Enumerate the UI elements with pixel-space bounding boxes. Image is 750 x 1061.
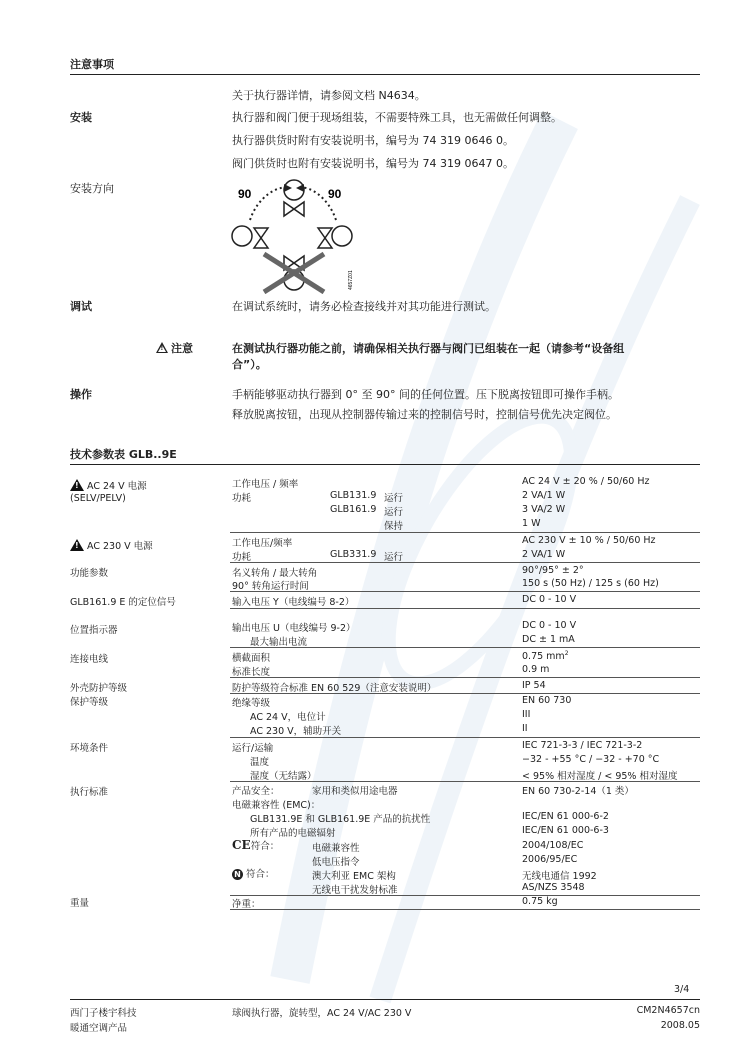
angle-left-label: 90 — [238, 187, 252, 201]
c-tick-conformity: N 符合： — [232, 866, 275, 880]
emc-label: 电磁兼容性 (EMC)： — [232, 800, 321, 811]
footer-division: 暖通空调产品 — [70, 1023, 128, 1034]
ce-mark-icon: CE — [232, 838, 251, 852]
orientation-label: 安装方向 — [70, 182, 114, 195]
environment-r1-value: IEC 721-3-3 / IEC 721-3-2 — [522, 740, 643, 751]
protection-r1-value: EN 60 730 — [522, 695, 572, 706]
ac24-row-state: 运行 — [384, 493, 404, 504]
ct-r2-value: AS/NZS 3548 — [522, 882, 585, 893]
figure-code: 4657Z01 — [348, 270, 354, 290]
function-r1-value: 90°/95° ± 2° — [522, 565, 584, 576]
divider — [70, 999, 700, 1000]
ac24-row-state: 运行 — [384, 507, 404, 518]
row-divider — [230, 562, 700, 563]
ce-r1-value: 2004/108/EC — [522, 840, 584, 851]
caution-line-2: 合”）。 — [232, 358, 267, 371]
row-divider — [230, 909, 700, 910]
warning-icon — [70, 539, 84, 551]
ac24-row-state: 保持 — [384, 521, 404, 532]
environment-r2-label: 温度 — [250, 757, 270, 768]
safety-label: 产品安全： — [232, 786, 280, 797]
row-divider — [230, 532, 700, 533]
protection-label: 保护等级 — [70, 697, 109, 708]
ce-conformity: CE符合： — [232, 838, 280, 852]
protection-r1-label: 绝缘等级 — [232, 698, 271, 709]
environment-r3-value: < 95% 相对湿度 / < 95% 相对湿度 — [522, 771, 678, 782]
indicator-r2-value: DC ± 1 mA — [522, 634, 575, 645]
ct-r1-label: 澳大利亚 EMC 架构 — [312, 871, 396, 882]
commissioning-label: 调试 — [70, 300, 92, 313]
housing-label: 外壳防护等级 — [70, 683, 128, 694]
ac24-row-value: 3 VA/2 W — [522, 504, 566, 515]
ce-r2-value: 2006/95/EC — [522, 854, 578, 865]
footer-doc-no: CM2N4657cn — [636, 1005, 700, 1016]
install-line-2: 执行器供货时附有安装说明书，编号为 74 319 0646 0。 — [232, 134, 514, 147]
ac230-voltage-label: 工作电压/频率 — [232, 538, 293, 549]
caution-label: !注意 — [156, 340, 193, 356]
housing-r-label: 防护等级符合标准 EN 60 529（注意安装说明） — [232, 683, 437, 694]
cable-r2-label: 标准长度 — [232, 667, 271, 678]
ac24-row-value: 1 W — [522, 518, 541, 529]
row-divider — [230, 677, 700, 678]
ac24-label-2: (SELV/PELV) — [70, 493, 126, 504]
emission-value: IEC/EN 61 000-6-3 — [522, 825, 609, 836]
row-divider — [230, 781, 700, 782]
safety-value: EN 60 730-2-14（1 类） — [522, 786, 634, 797]
immunity-value: IEC/EN 61 000-6-2 — [522, 811, 609, 822]
ct-r1-value: 无线电通信 1992 — [522, 871, 597, 882]
caution-line-1: 在测试执行器功能之前，请确保相关执行器与阀门已组装在一起（请参考“设备组 — [232, 342, 625, 355]
install-label: 安装 — [70, 111, 92, 124]
weight-label: 重量 — [70, 898, 90, 909]
function-r2-value: 150 s (50 Hz) / 125 s (60 Hz) — [522, 578, 659, 589]
ce-r2-label: 低电压指令 — [312, 857, 360, 868]
row-divider — [230, 591, 700, 592]
protection-r3-label: AC 230 V，辅助开关 — [250, 726, 342, 737]
positioning-label: GLB161.9 E 的定位信号 — [70, 597, 176, 608]
protection-r3-value: II — [522, 723, 528, 734]
row-divider — [230, 608, 700, 609]
standards-label: 执行标准 — [70, 787, 109, 798]
operation-line-1: 手柄能够驱动执行器到 0° 至 90° 间的任何位置。压下脱离按钮即可操作手柄。 — [232, 388, 619, 401]
environment-r2-value: −32 - +55 °C / −32 - +70 °C — [522, 754, 660, 765]
ac24-row-model: GLB161.9 — [330, 504, 377, 515]
angle-right-label: 90 — [328, 187, 342, 201]
row-divider — [230, 737, 700, 738]
cable-r1-label: 横截面积 — [232, 653, 271, 664]
function-label: 功能参数 — [70, 568, 109, 579]
safety-text: 家用和类似用途电器 — [312, 786, 398, 797]
install-line-3: 阀门供货时也附有安装说明书，编号为 74 319 0647 0。 — [232, 157, 514, 170]
weight-r-value: 0.75 kg — [522, 896, 558, 907]
divider — [70, 74, 700, 75]
weight-r-label: 净重： — [232, 899, 261, 910]
divider — [70, 464, 700, 465]
function-r1-label: 名义转角 / 最大转角 — [232, 568, 318, 579]
section-title-specs: 技术参数表 GLB..9E — [70, 448, 177, 461]
environment-r1-label: 运行/运输 — [232, 743, 274, 754]
ac230-model: GLB331.9 — [330, 549, 377, 560]
emission-label: 所有产品的电磁辐射 — [250, 828, 336, 839]
positioning-r-label: 输入电压 Y（电线编号 8-2） — [232, 597, 355, 608]
warning-icon — [70, 479, 84, 491]
row-divider — [230, 647, 700, 648]
section-title-notes: 注意事项 — [70, 58, 114, 71]
row-divider — [230, 693, 700, 694]
immunity-label: GLB131.9E 和 GLB161.9E 产品的抗扰性 — [250, 814, 431, 825]
indicator-r1-label: 输出电压 U（电线编号 9-2） — [232, 623, 356, 634]
housing-r-value: IP 54 — [522, 680, 546, 691]
ct-r2-label: 无线电干扰发射标准 — [312, 885, 398, 896]
protection-r2-value: III — [522, 709, 531, 720]
ac24-label: !AC 24 V 电源 — [70, 478, 147, 492]
ac230-label: !AC 230 V 电源 — [70, 538, 153, 552]
ac24-voltage-label: 工作电压 / 频率 — [232, 479, 299, 490]
operation-line-2: 释放脱离按钮，出现从控制器传输过来的控制信号时，控制信号优先决定阀位。 — [232, 408, 617, 421]
ac24-row-model: GLB131.9 — [330, 490, 377, 501]
positioning-r-value: DC 0 - 10 V — [522, 594, 577, 605]
indicator-label: 位置指示器 — [70, 625, 118, 636]
ac230-power-label: 功耗 — [232, 552, 252, 563]
footer-product: 球阀执行器，旋转型，AC 24 V/AC 230 V — [232, 1008, 412, 1019]
ac24-power-label: 功耗 — [232, 493, 252, 504]
ce-r1-label: 电磁兼容性 — [312, 843, 360, 854]
environment-r3-label: 湿度（无结露） — [250, 771, 317, 782]
warning-icon — [156, 342, 168, 353]
ac230-state: 运行 — [384, 552, 404, 563]
install-line-1: 执行器和阀门便于现场组装，不需要特殊工具，也无需做任何调整。 — [232, 111, 562, 124]
function-r2-label: 90° 转角运行时间 — [232, 581, 309, 592]
notes-ref-line: 关于执行器详情，请参阅文档 N4634。 — [232, 89, 426, 102]
row-divider — [230, 895, 700, 896]
protection-r2-label: AC 24 V，电位计 — [250, 712, 326, 723]
orientation-diagram — [228, 176, 358, 294]
cable-label: 连接电线 — [70, 654, 109, 665]
ac230-voltage-value: AC 230 V ± 10 % / 50/60 Hz — [522, 535, 656, 546]
ac230-value: 2 VA/1 W — [522, 549, 566, 560]
footer-date: 2008.05 — [660, 1020, 700, 1031]
indicator-r1-value: DC 0 - 10 V — [522, 620, 577, 631]
ac24-row-value: 2 VA/1 W — [522, 490, 566, 501]
c-tick-icon: N — [232, 869, 243, 880]
operation-label: 操作 — [70, 388, 92, 401]
cable-r2-value: 0.9 m — [522, 664, 550, 675]
indicator-r2-label: 最大输出电流 — [250, 637, 308, 648]
environment-label: 环境条件 — [70, 743, 109, 754]
ac24-voltage-value: AC 24 V ± 20 % / 50/60 Hz — [522, 476, 650, 487]
footer-company: 西门子楼宇科技 — [70, 1008, 137, 1019]
cable-r1-value: 0.75 $mm^2$ — [522, 650, 569, 663]
page-number: 3/4 — [674, 984, 690, 995]
commissioning-text: 在调试系统时，请务必检查接线并对其功能进行测试。 — [232, 300, 496, 313]
